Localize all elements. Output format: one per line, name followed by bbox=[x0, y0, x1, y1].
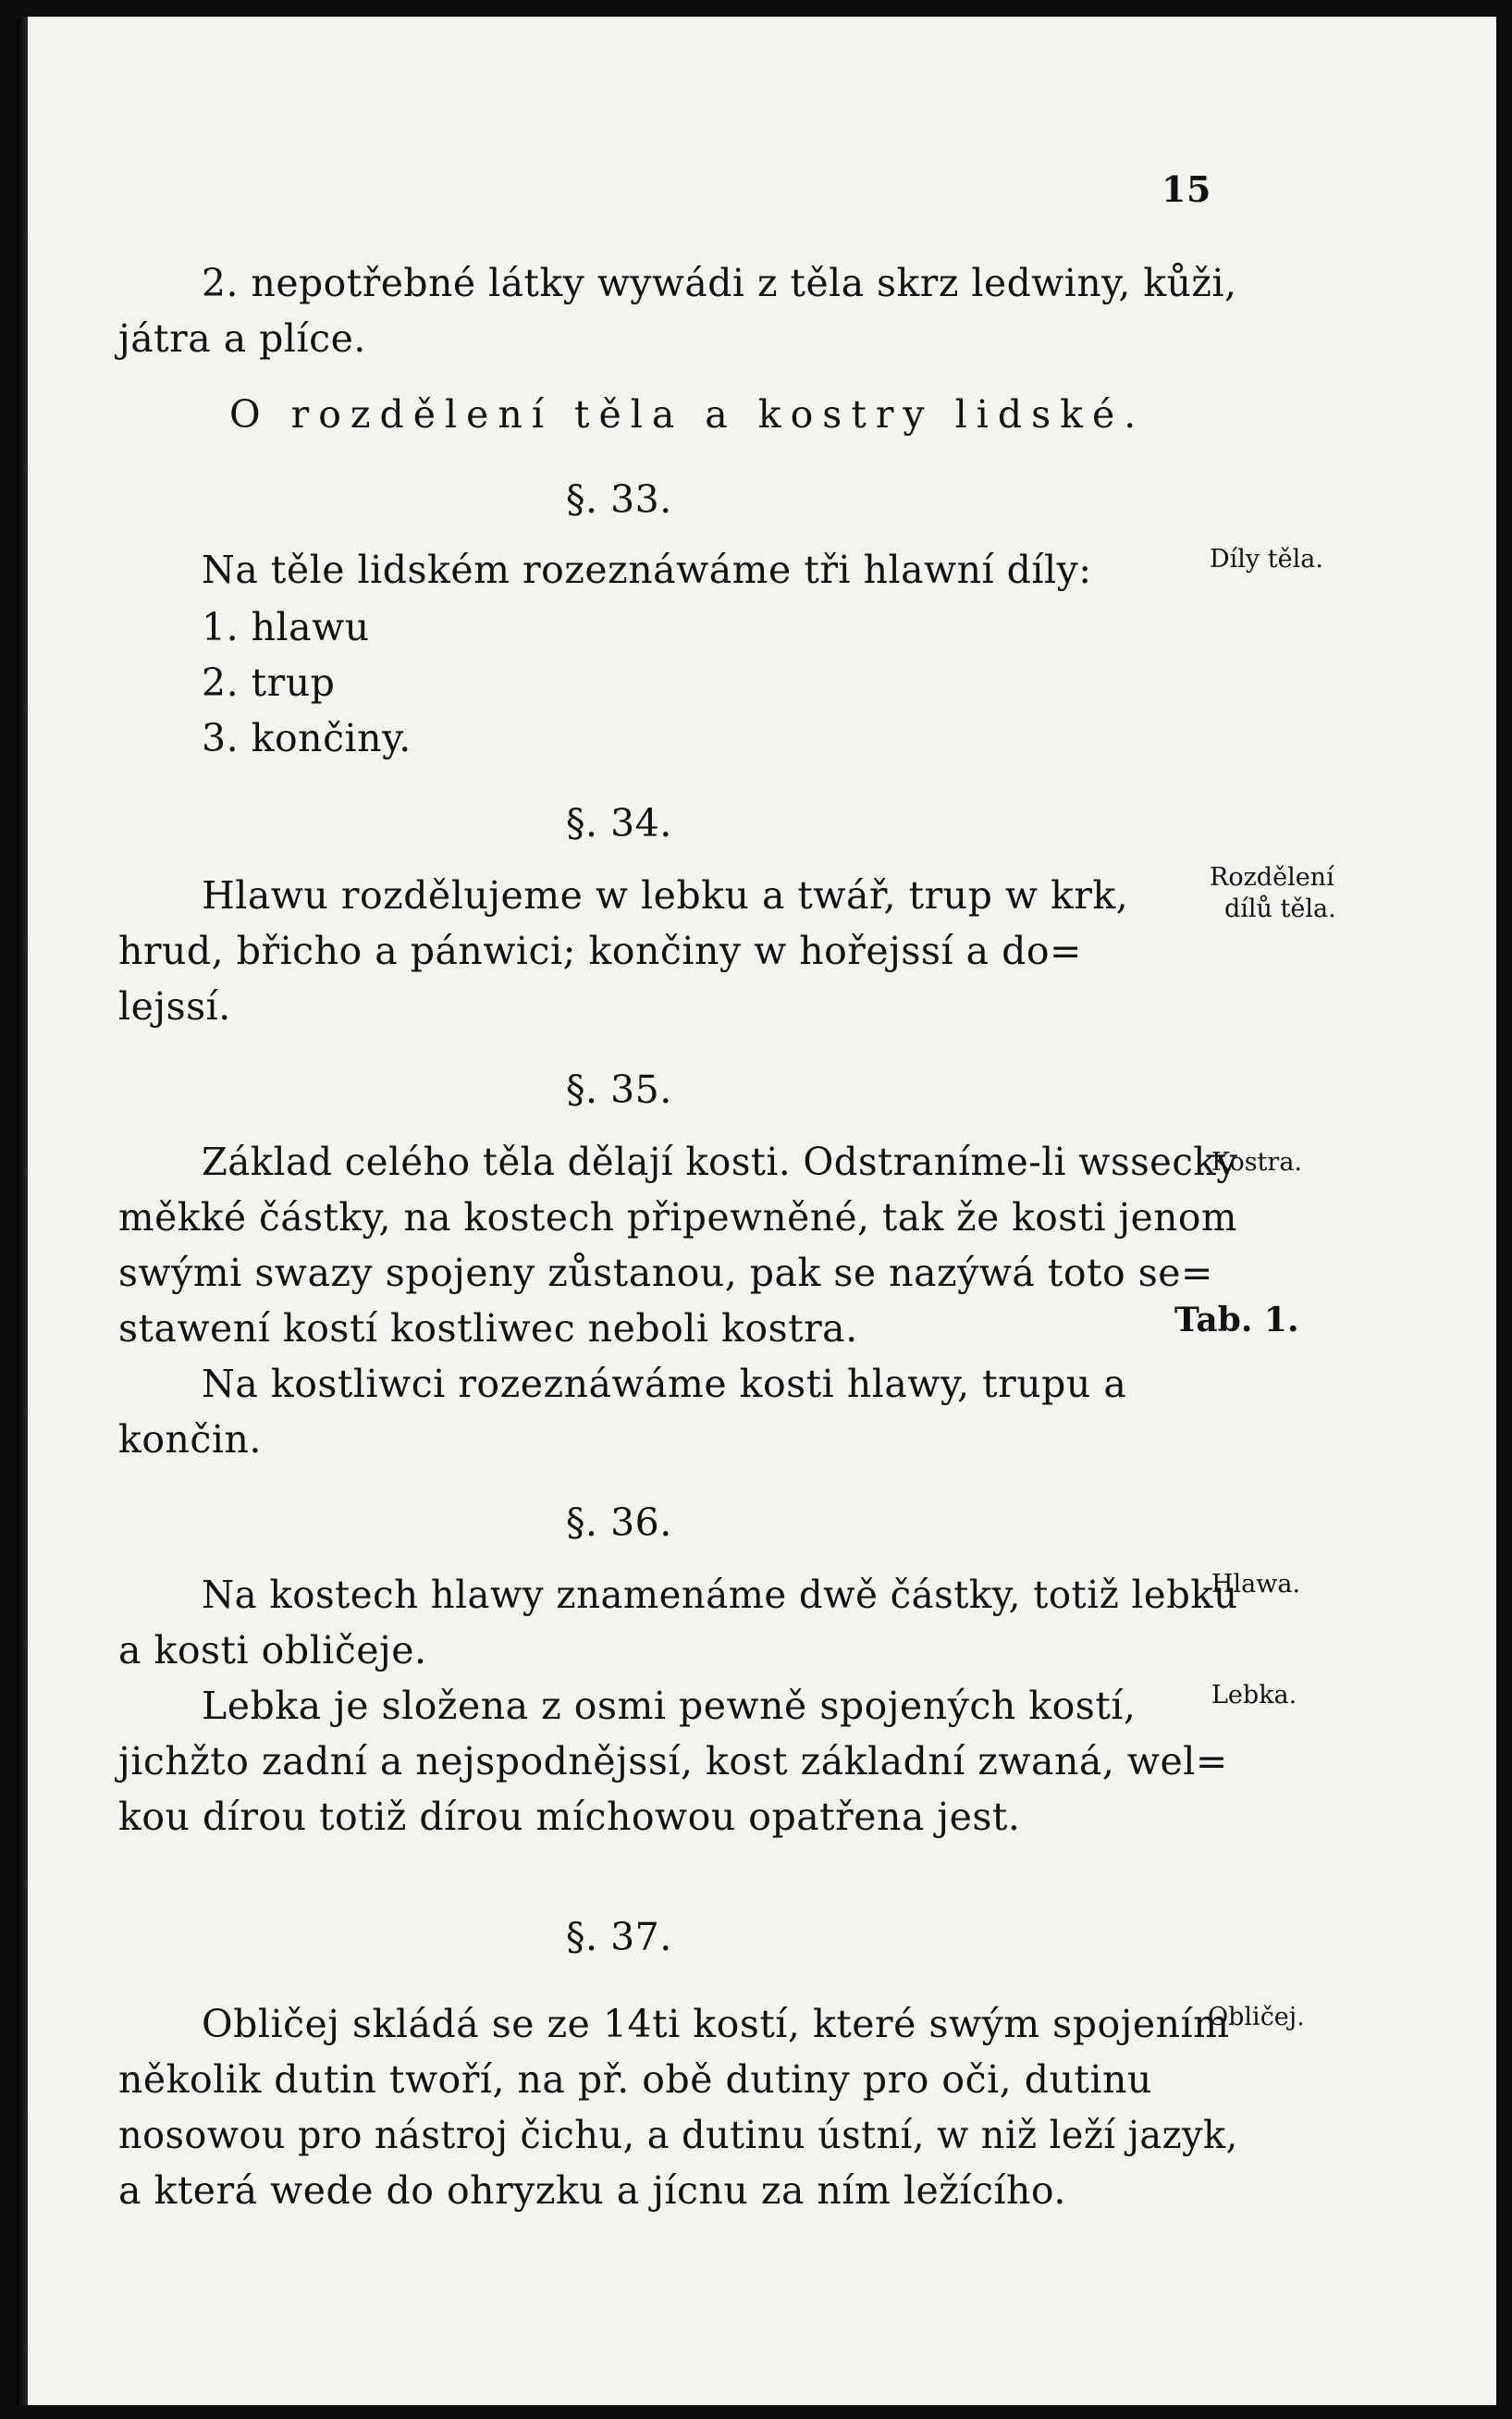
text-line: Základ celého těla dělají kosti. Odstraníme-li wssecky bbox=[202, 1140, 1238, 1184]
text-line: měkké částky, na kostech připewněné, tak že kosti jenom bbox=[118, 1195, 1238, 1240]
scan-edge bbox=[17, 17, 28, 2405]
text-line: kou dírou totiž dírou míchowou opatřena jest. bbox=[118, 1795, 1021, 1839]
text-line: Na těle lidském rozeznáwáme tři hlawní díly: bbox=[202, 548, 1092, 592]
margin-note: Obličej. bbox=[1208, 2003, 1305, 2031]
text-line: Na kostech hlawy znamenáme dwě částky, totiž lebku bbox=[202, 1573, 1238, 1617]
text-line: swými swazy spojeny zůstanou, pak se nazýwá toto se= bbox=[118, 1251, 1213, 1295]
margin-note: Hlawa. bbox=[1211, 1570, 1301, 1598]
text-line: a která wede do ohryzku a jícnu za ním ležícího. bbox=[118, 2168, 1066, 2213]
paragraph-number: §. 37. bbox=[566, 1915, 672, 1959]
text-line: a kosti obličeje. bbox=[118, 1628, 427, 1672]
text-line: Lebka je složena z osmi pewně spojených kostí, bbox=[202, 1684, 1137, 1728]
text-line: stawení kostí kostliwec neboli kostra. bbox=[118, 1306, 858, 1351]
text-line: Obličej skládá se ze 14ti kostí, které swým spojením bbox=[202, 2002, 1230, 2046]
section-heading: O rozdělení těla a kostry lidské. bbox=[229, 392, 1146, 437]
text-line: několik dutin twoří, na př. obě dutiny pro oči, dutinu bbox=[118, 2057, 1152, 2102]
page-number: 15 bbox=[1162, 168, 1211, 210]
paragraph-number: §. 33. bbox=[566, 477, 672, 522]
list-item: 2. trup bbox=[202, 660, 336, 705]
paragraph-number: §. 34. bbox=[566, 801, 672, 845]
text-line: končin. bbox=[118, 1417, 262, 1462]
scanned-page bbox=[17, 17, 1496, 2405]
paragraph-number: §. 36. bbox=[566, 1500, 672, 1545]
margin-note: dílů těla. bbox=[1224, 895, 1336, 923]
text-line: 2. nepotřebné látky wywádi z těla skrz ledwiny, kůži, bbox=[202, 261, 1237, 305]
list-item: 1. hlawu bbox=[202, 605, 370, 649]
text-line: játra a plíce. bbox=[118, 316, 366, 361]
paragraph-number: §. 35. bbox=[566, 1068, 672, 1112]
list-item: 3. končiny. bbox=[202, 716, 412, 760]
margin-note: Díly těla. bbox=[1210, 545, 1323, 574]
text-line: lejssí. bbox=[118, 984, 231, 1029]
margin-note: Rozdělení bbox=[1210, 863, 1334, 892]
margin-note: Lebka. bbox=[1211, 1681, 1297, 1709]
text-line: nosowou pro nástroj čichu, a dutinu ústní, w niž leží jazyk, bbox=[118, 2113, 1238, 2157]
table-reference: Tab. 1. bbox=[1174, 1301, 1299, 1339]
text-line: hrud, břicho a pánwici; končiny w hořejssí a do= bbox=[118, 929, 1082, 973]
text-line: Na kostliwci rozeznáwáme kosti hlawy, trupu a bbox=[202, 1362, 1127, 1406]
text-line: Hlawu rozdělujeme w lebku a twář, trup w krk, bbox=[202, 873, 1129, 918]
margin-note: Kostra. bbox=[1211, 1148, 1302, 1177]
text-line: jichžto zadní a nejspodnějssí, kost základní zwaná, wel= bbox=[118, 1739, 1228, 1783]
